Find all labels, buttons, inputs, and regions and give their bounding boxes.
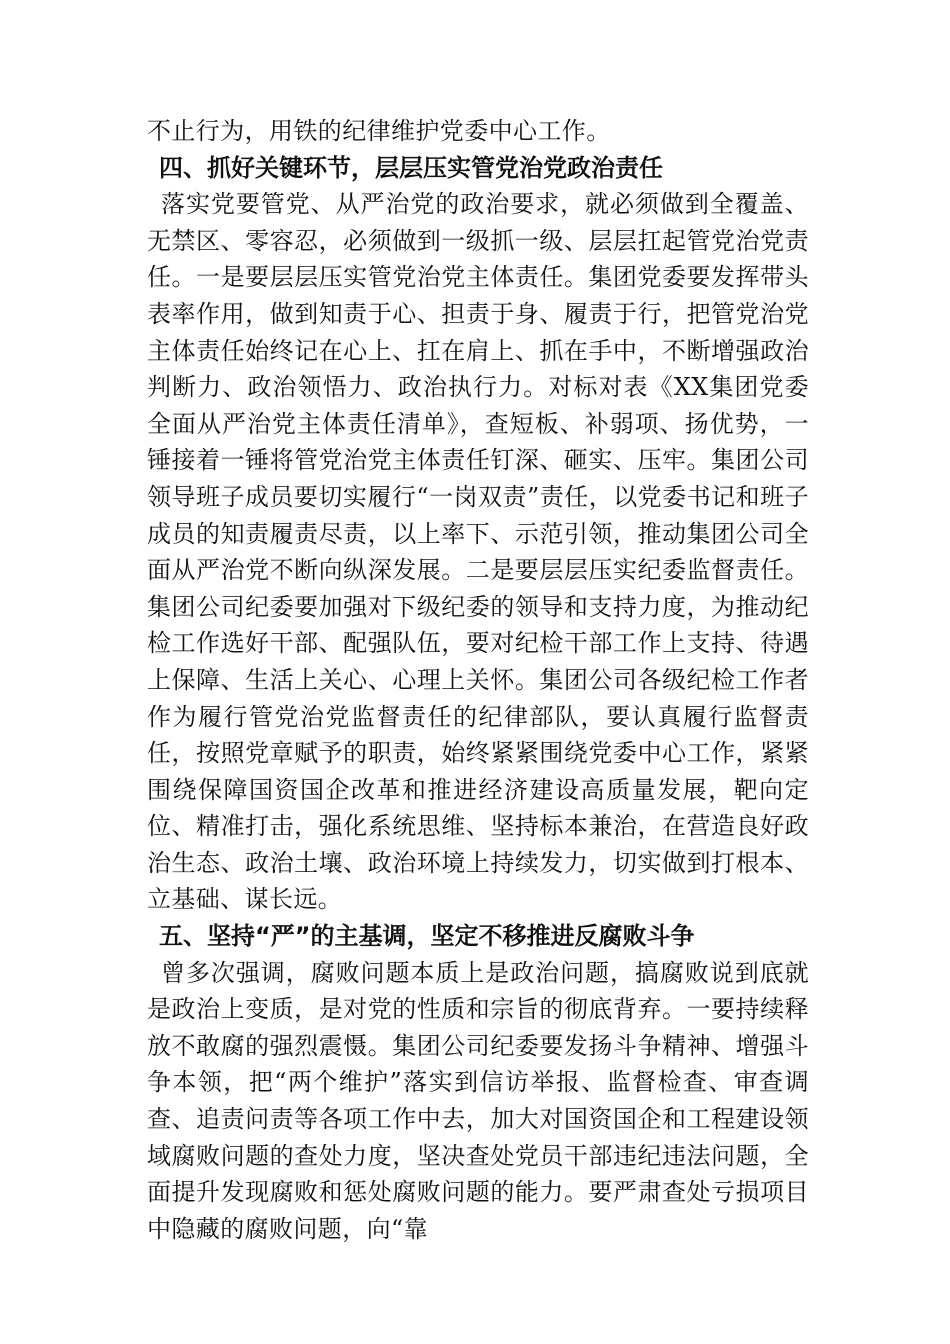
paragraph-section-five: 曾多次强调，腐败问题本质上是政治问题，搞腐败说到底就是政治上变质，是对党的性质和宗旨的彻底背弃。一要持续释放不敢腐的强烈震慑。集团公司纪委要发扬斗争精神、增强斗争本领，把“两个维护”落实到信访举报、监督检查、审查调查、追责问责等各项工作中去，加大对国资国企和工程建设领域腐败问题的查处力度，坚决查处党员干部违纪违法问题，全面提升发现腐败和惩处腐败问题的能力。要严肃查处亏损项目中隐藏的腐败问题，向“靠 [147,958,809,1243]
paragraph-continuation: 不止行为，用铁的纪律维护党委中心工作。 [147,117,611,145]
section-heading-four: 四、抓好关键环节，层层压实管党治党政治责任 [159,153,663,182]
document-body [147,113,809,1247]
paragraph-section-four: 落实党要管党、从严治党的政治要求，就必须做到全覆盖、无禁区、零容忍，必须做到一级抓一级、层层扛起管党治党责任。一是要层层压实管党治党主体责任。集团党委要发挥带头表率作用，做到知责于心、担责于身、履责于行，把管党治党主体责任始终记在心上、扛在肩上、抓在手中，不断增强政治判断力、政治领悟力、政治执行力。对标对表《XX集团党委全面从严治党主体责任清单》，查短板、补弱项、扬优势，一锤接着一锤将管党治党主体责任钉深、砸实、压牢。集团公司领导班子成员要切实履行“一岗双责”责任，以党委书记和班子成员的知责履责尽责，以上率下、示范引领，推动集团公司全面从严治党不断向纵深发展。二是要层层压实纪委监督责任。集团公司纪委要加强对下级纪委的领导和支持力度，为推动纪检工作选好干部、配强队伍，要对纪检干部工作上支持、待遇上保障、生活上关心、心理上关怀。集团公司各级纪检工作者作为履行管党治党监督责任的纪律部队，要认真履行监督责任，按照党章赋予的职责，始终紧紧围绕党委中心工作，紧紧围绕保障国资国企改革和推进经济建设高质量发展，靶向定位、精准打击，强化系统思维、坚持标本兼治，在营造良好政治生态、政治土壤、政治环境上持续发力，切实做到打根本、立基础、谋长远。 [147,190,809,914]
section-heading-five: 五、坚持“严”的主基调，坚定不移推进反腐败斗争 [159,922,695,951]
